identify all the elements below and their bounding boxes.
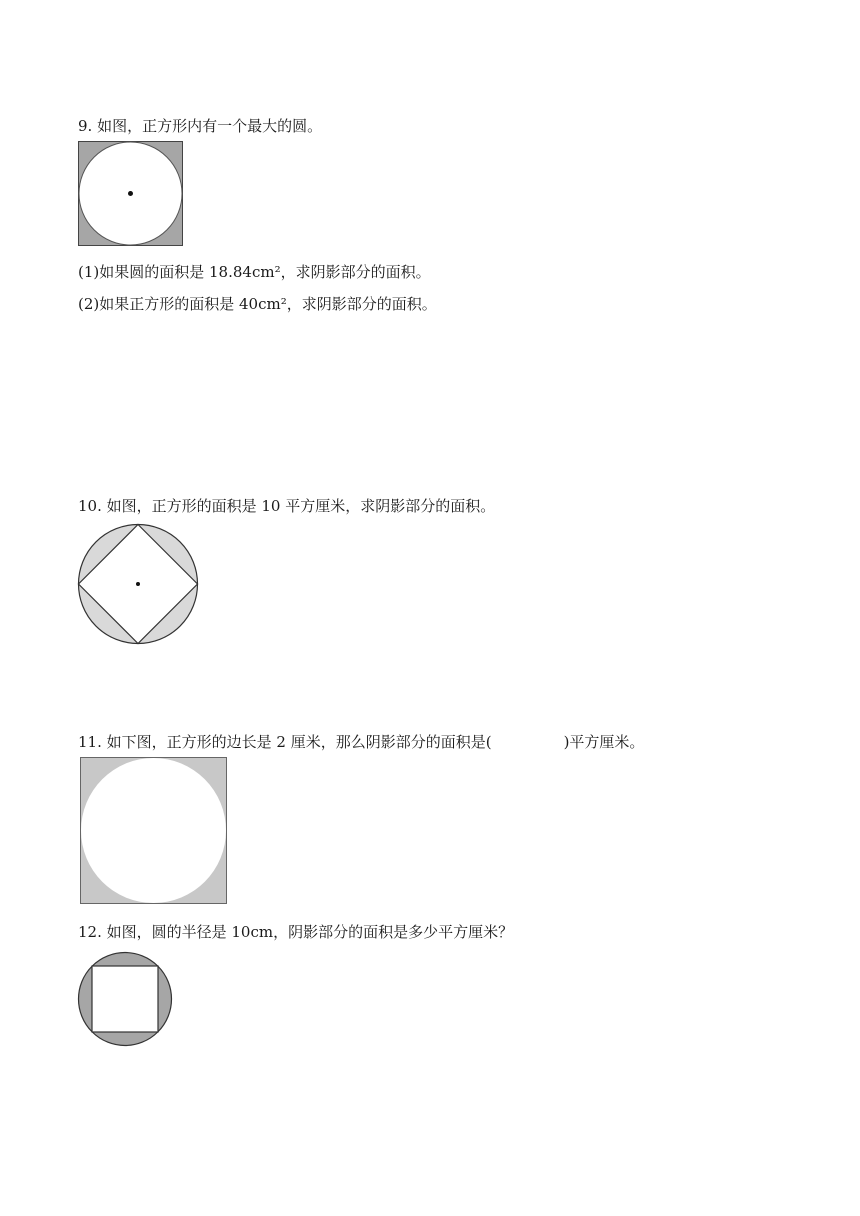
- problem-9-text: 9. 如图，正方形内有一个最大的圆。: [78, 117, 323, 135]
- problem-9-sub-2: (2)如果正方形的面积是 40cm²，求阴影部分的面积。: [78, 295, 437, 313]
- inscribed-circle: [81, 758, 226, 903]
- problem-11-text: [78, 732, 644, 752]
- problem-12-text: 12. 如图，圆的半径是 10cm，阴影部分的面积是多少平方厘米？: [78, 923, 514, 941]
- problem-10-text: 10. 如图，正方形的面积是 10 平方厘米，求阴影部分的面积。: [78, 497, 496, 515]
- center-dot: [128, 191, 133, 196]
- inscribed-square: [92, 966, 158, 1032]
- problem-9-figure: [78, 141, 184, 247]
- problem-11-text-after: )平方厘米。: [563, 733, 645, 751]
- problem-11-text-before: 11. 如下图，正方形的边长是 2 厘米，那么阴影部分的面积是(: [78, 733, 492, 751]
- problem-12-figure: [77, 951, 173, 1047]
- problem-10-figure: [77, 523, 199, 645]
- problem-11-figure: [80, 757, 228, 905]
- center-dot: [136, 582, 140, 586]
- problem-9-sub-1: (1)如果圆的面积是 18.84cm²，求阴影部分的面积。: [78, 263, 431, 281]
